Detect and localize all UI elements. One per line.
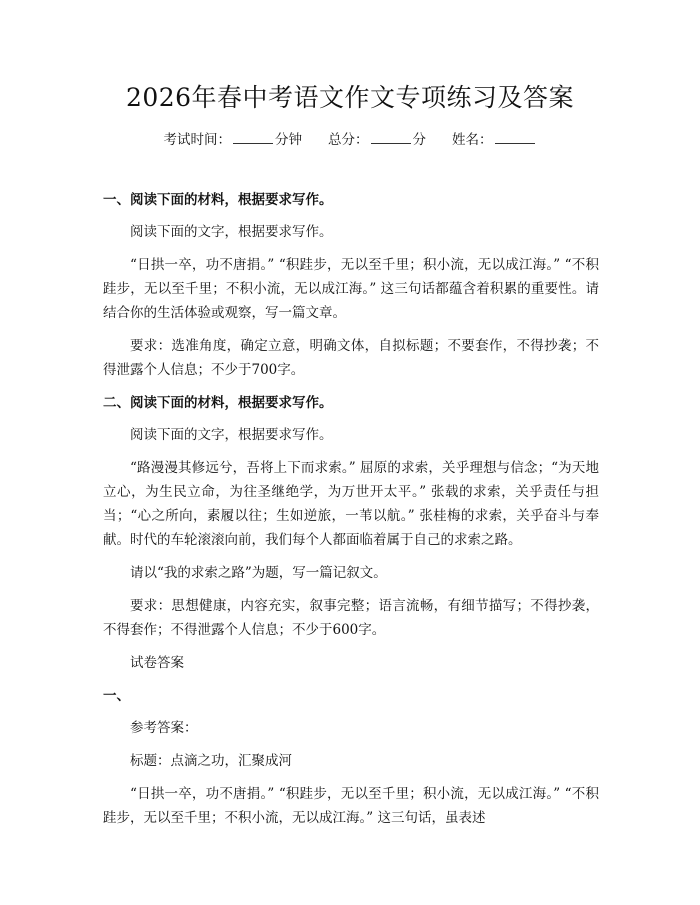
reference-answer-label: 参考答案： [130, 720, 198, 736]
time-label: 考试时间： [163, 132, 231, 148]
answers-label: 试卷答案 [130, 655, 184, 671]
time-blank [233, 130, 273, 144]
answers-section-1-heading: 一、 [103, 688, 130, 704]
document-title: 2026年春中考语文作文专项练习及答案 [125, 83, 575, 112]
section-2-requirement: 要求：思想健康，内容充实，叙事完整；语言流畅，有细节描写；不得抄袭，不得套作；不得泄露个人信息；不少于600字。 [103, 598, 599, 638]
score-blank [371, 130, 411, 144]
section-2-material: “路漫漫其修远兮，吾将上下而求索。” 屈原的求索，关乎理想与信念；“为天地立心，为生民立命，为往圣继绝学，为万世开太平。” 张载的求索，关乎责任与担当；“心之所向，素履以往；生如逆旅，一苇以航。” 张桂梅的求索，关乎奋斗与奉献。时代的车轮滚滚向前，我们每个人都面临着属于自己的求索之路。 [103, 460, 599, 548]
score-label: 总分： [328, 132, 369, 148]
section-2-heading: 二、阅读下面的材料，根据要求写作。 [103, 395, 333, 411]
section-1-material: “日拱一卒，功不唐捐。” “积跬步，无以至千里；积小流，无以成江海。” “不积跬步，无以至千里；不积小流，无以成江海。” 这三句话都蕴含着积累的重要性。请结合你的生活体验或观察，写一篇文章。 [103, 257, 599, 321]
section-1-intro: 阅读下面的文字，根据要求写作。 [130, 224, 333, 240]
score-unit: 分 [412, 132, 426, 148]
section-2-intro: 阅读下面的文字，根据要求写作。 [130, 427, 333, 443]
time-unit: 分钟 [275, 132, 302, 148]
document-body [103, 188, 599, 839]
section-1-requirement: 要求：选准角度，确定立意，明确文体，自拟标题；不要套作，不得抄袭；不得泄露个人信息；不少于700字。 [103, 338, 599, 378]
answer-body: “日拱一卒，功不唐捐。” “积跬步，无以至千里；积小流，无以成江海。” “不积跬步，无以至千里；不积小流，无以成江海。” 这三句话，虽表述 [103, 786, 599, 826]
section-2-prompt: 请以“我的求索之路”为题，写一篇记叙文。 [130, 565, 387, 581]
exam-info-line [0, 130, 700, 150]
name-label: 姓名： [452, 132, 493, 148]
answer-title-line: 标题：点滴之功，汇聚成河 [130, 753, 292, 769]
name-blank [495, 130, 535, 144]
section-1-heading: 一、阅读下面的材料，根据要求写作。 [103, 192, 333, 208]
